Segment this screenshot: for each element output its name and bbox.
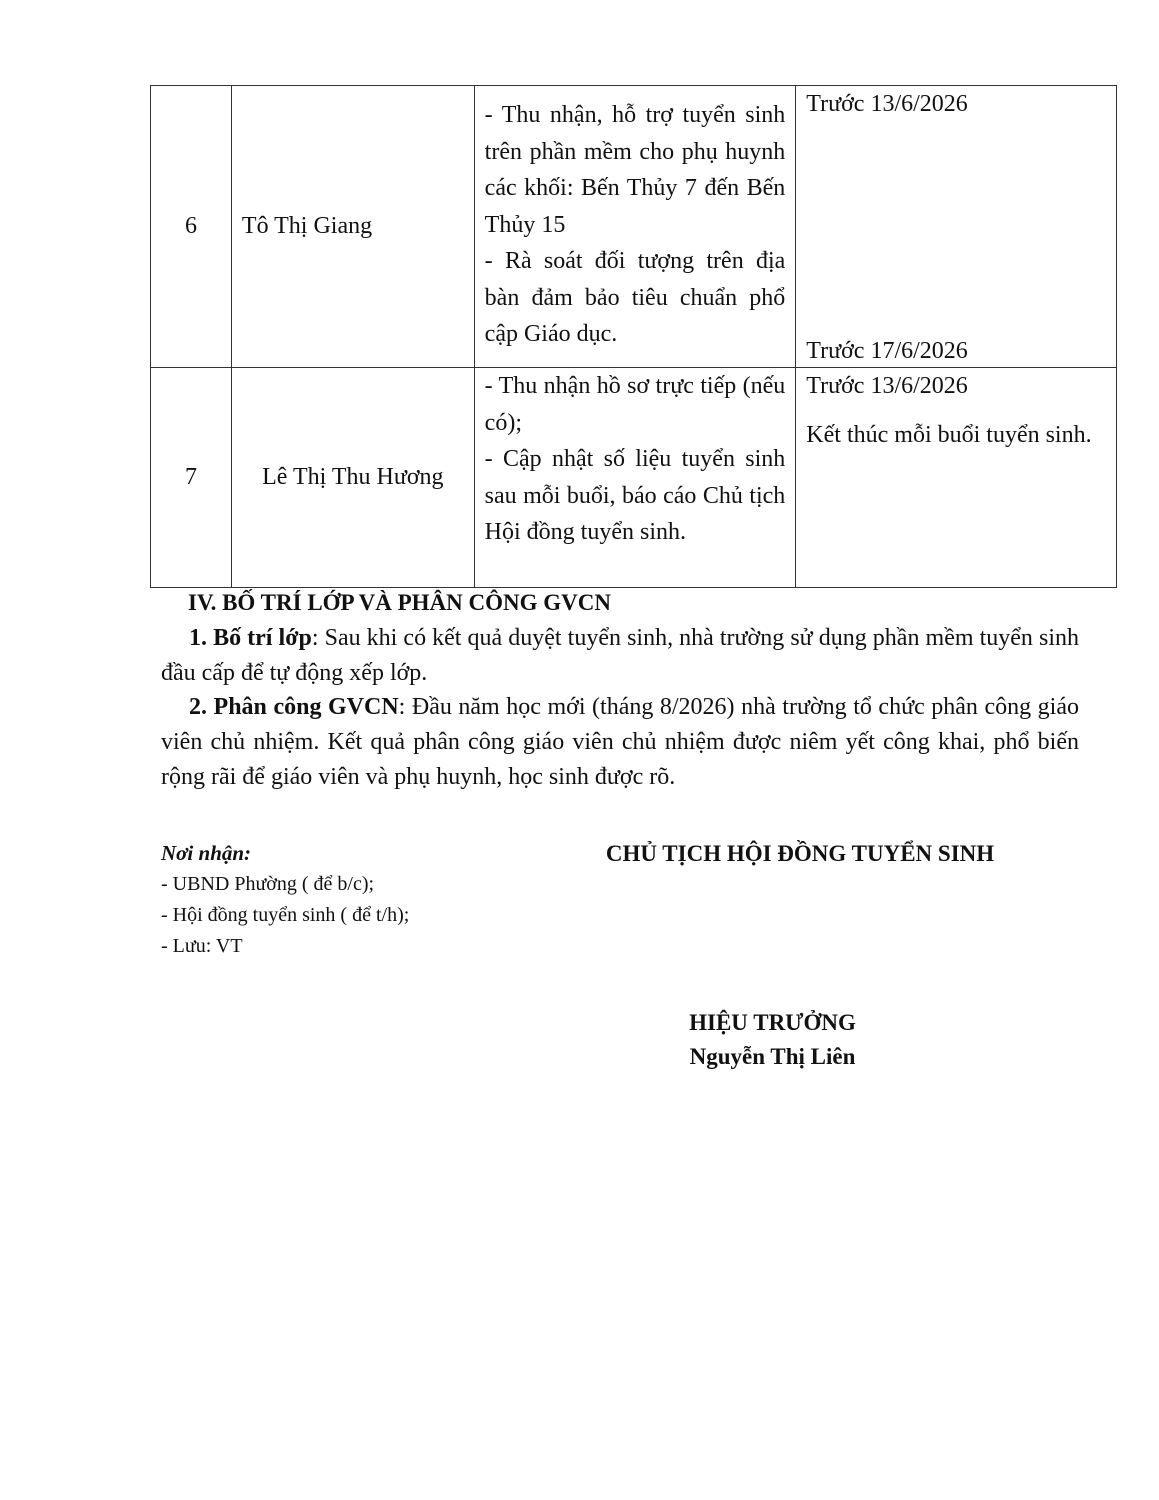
paragraph-teacher-assignment <box>161 690 1079 795</box>
section-heading: IV. BỐ TRÍ LỚP VÀ PHÂN CÔNG GVCN <box>188 590 612 615</box>
task-item: - Thu nhận, hỗ trợ tuyển sinh trên phần mềm cho phụ huynh các khối: Bến Thủy 7 đến Bến Thủy 15 <box>484 102 786 238</box>
deadline-item: Trước 13/6/2026 <box>806 373 968 399</box>
task-cell <box>474 86 796 368</box>
signer-position: HIỆU TRƯỞNG <box>689 1010 856 1035</box>
recipient-item: - Hội đồng tuyển sinh ( để t/h); <box>161 904 410 926</box>
recipients-title: Nơi nhận: <box>161 841 252 865</box>
signer-name: Nguyễn Thị Liên <box>689 1044 856 1069</box>
deadline-cell <box>796 86 1117 368</box>
paragraph-label: 1. Bố trí lớp <box>189 625 312 651</box>
row-number: 7 <box>151 368 232 588</box>
deadline-item: Kết thúc mỗi buổi tuyển sinh. <box>806 422 1092 448</box>
paragraph-label: 2. Phân công GVCN <box>189 694 399 720</box>
table-row <box>151 86 1117 368</box>
paragraph-text: : Sau khi có kết quả duyệt tuyển sinh, nhà trường sử dụng phần mềm tuyển sinh đầu cấp để tự động xếp lớp. <box>161 625 1080 686</box>
deadline-item: Trước 17/6/2026 <box>806 338 968 364</box>
recipients-block <box>161 838 409 962</box>
staff-name: Lê Thị Thu Hương <box>231 368 474 588</box>
assignment-table <box>150 85 1117 588</box>
deadline-item: Trước 13/6/2026 <box>806 91 968 117</box>
task-cell <box>474 368 796 588</box>
table-row <box>151 368 1117 588</box>
deadline-cell <box>796 368 1117 588</box>
chair-title: CHỦ TỊCH HỘI ĐỒNG TUYỂN SINH <box>605 841 995 866</box>
task-item: - Rà soát đối tượng trên địa bàn đảm bảo tiêu chuẩn phổ cập Giáo dục. <box>484 248 786 347</box>
row-number: 6 <box>151 86 232 368</box>
staff-name: Tô Thị Giang <box>231 86 474 368</box>
task-item: - Thu nhận hồ sơ trực tiếp (nếu có); <box>484 373 786 436</box>
paragraph-text: : Đầu năm học mới (tháng 8/2026) nhà trường tổ chức phân công giáo viên chủ nhiệm. Kết quả phân công giáo viên chủ nhiệm được niêm yết công khai, phổ biến rộng rãi để giáo viên và phụ huynh, học sinh được rõ. <box>161 694 1079 790</box>
recipient-item: - Lưu: VT <box>161 935 243 957</box>
task-item: - Cập nhật số liệu tuyển sinh sau mỗi buổi, báo cáo Chủ tịch Hội đồng tuyển sinh. <box>484 446 786 545</box>
paragraph-class-arrangement <box>161 621 1079 691</box>
recipient-item: - UBND Phường ( để b/c); <box>161 873 375 895</box>
signature-block <box>620 1006 925 1074</box>
